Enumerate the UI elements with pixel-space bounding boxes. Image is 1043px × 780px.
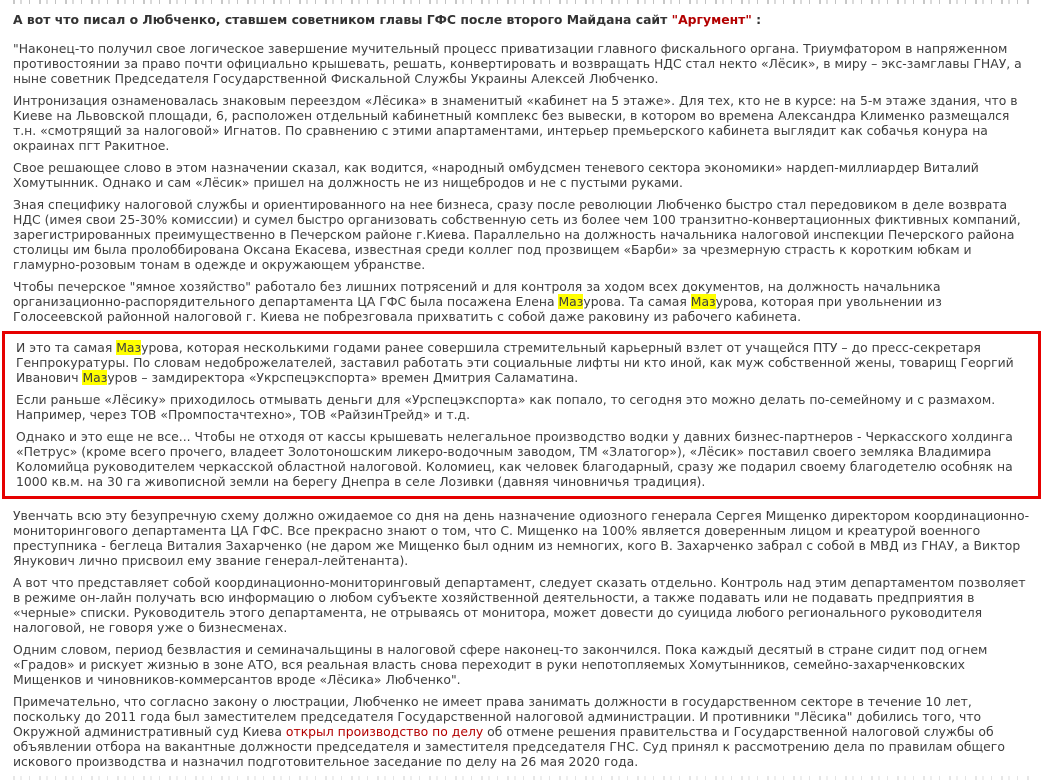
text-run: Зная специфику налоговой службы и ориентированного на нее бизнеса, сразу после революции Любченко быстро стал передовиком в деле возврата НДС (имея свои 25-30% комиссии) и сумел быстро организовать собственную сеть из более чем 100 транзитно-конвертационных фиктивных компаний, зарегистрированных преимущественно в Печерском районе г.Киева. Параллельно на должность начальника налоговой инспекции Печерского района столицы им была пролоббирована Оксана Екасева, известная среди коллег под прозвищем «Барби» за чрезмерную страсть к коротким юбкам и гламурно-розовым тонам в одежде и окружающем убранстве. [13,197,1021,272]
paragraph-conclusion [13,642,1030,687]
text-run: И это та самая [16,340,117,355]
search-highlight: Маз [82,370,108,385]
paragraph-cabinet [13,93,1030,153]
paragraph-privatization [13,41,1030,86]
text-run: Однако и это еще не все... Чтобы не отходя от кассы крышевать нелегальное производство водки у давних бизнес-партнеров - Черкасского холдинга «Петрус» (кроме всего прочего, владеет Золотоношским ликеро-водочным заводом, ТМ «Златогор»), «Лёсик» поставил своего земляка Владимира Коломийца руководителем черкасской областной налоговой. Коломиец, как человек благодарный, сразу же подарил своему благодетелю особняк на 1000 кв.м. на 30 га живописной земли на берегу Днепра в селе Лозивки (давняя чиновничья традиция). [16,429,1013,489]
paragraph-mazurova [13,279,1030,324]
text-run: уров – замдиректора «Укрспецэкспорта» времен Дмитрия Саламатина. [107,370,579,385]
red-highlight-box [2,331,1041,499]
search-highlight: Маз [558,294,584,309]
paragraphs-before-box [13,12,1030,324]
search-highlight: Маз [690,294,716,309]
text-run: А вот что писал о Любченко, ставшем советником главы ГФС после второго Майдана сайт [13,12,672,27]
text-run: урова, которая несколькими годами ранее совершила стремительный карьерный взлет от учащейся ПТУ – до пресс-секретаря Генпрокуратуры. По словам недоброжелателей, заставил работать эти социальные лифты ни кто иной, как муж собственной жены, товарищ Георгий Иванович [16,340,1014,385]
paragraph-laundering [16,392,1027,422]
intro-header [13,12,1030,27]
paragraph-vodka [16,429,1027,489]
text-run: А вот что представляет собой координационно-мониторинговый департамент, следует сказать отдельно. Контроль над этим департаментом позволяет в режиме он-лайн получать всю информацию о любом субъекте хозяйственной деятельности, а также подавать или не подавать предприятия в «черные» списки. Руководитель этого департамента, не отрываясь от монитора, может довести до суицида любого регионального руководителя налоговой, не говоря уже о бизнесменах. [13,575,1026,635]
text-run: урова. Та самая [583,294,691,309]
clipped-text-top [13,0,1030,4]
red-text-link[interactable]: открыл производство по делу [285,724,484,739]
red-text-link[interactable]: "Аргумент" [671,12,752,27]
text-run: : [751,12,762,27]
paragraph-vat-network [13,197,1030,272]
text-run: Примечательно, что согласно закону о люстрации, Любченко не имеет права занимать должности в государственном секторе в течение 10 лет, поскольку до 2011 года был заместителем председателя Государственной налоговой администрации. И противники "Лёсика" добились того, что Окружной административный суд Киева [13,694,982,739]
paragraph-khomutynnik [13,160,1030,190]
paragraph-mishchenko [13,508,1030,568]
text-run: Увенчать всю эту безупречную схему должно ожидаемое со дня на день назначение одиозного генерала Сергея Мищенко директором координационно-мониторингового департамента ЦА ГФС. Все прекрасно знают о том, что С. Мищенко на 100% является доверенным лицом и креатурой военного преступника - беглеца Виталия Захарченко (не даром же Мищенко был одним из немногих, кого В. Захарченко забрал с собой в МВД из ГНАУ, а Виктор Янукович лично присвоил ему звание генерал-лейтенанта). [13,508,1030,568]
text-run: урова, которая при увольнении из Голосеевской районной налоговой г. Киева не побрезговала прихватить с собой даже раковину из рабочего кабинета. [13,294,942,324]
text-run: Интронизация ознаменовалась знаковым переездом «Лёсика» в знаменитый «кабинет на 5 этаже». Для тех, кто не в курсе: на 5-м этаже здания, что в Киеве на Львовской площади, 6, расположен отдельный кабинетный комплекс без вывески, в котором во времена Александра Клименко размещался т.н. «смотрящий за налоговой» Игнатов. По сравнению с этими апартаментами, интерьер премьерского кабинета выглядит как собачья конура на окраинах пгт Ракитное. [13,93,1018,153]
text-run: Чтобы печерское "ямное хозяйство" работало без лишних потрясений и для контроля за ходом всех документов, на должность начальника организационно-распорядительного департамента ЦА ГФС была посажена Елена [13,279,941,309]
text-run: об отмене решения правительства и Государственной налоговой службы об объявлении отбора на вакантные должности председателя и заместителя председателя ГНС. Суд принял к рассмотрению дела по правилам общего искового производства и назначил подготовительное заседание по делу на 26 мая 2020 года. [13,724,1005,769]
text-run: Если раньше «Лёсику» приходилось отмывать деньги для «Урспецэкспорта» как попало, то сегодня это можно делать по-семейному и с размахом. Например, через ТОВ «Промпостачтехно», ТОВ «РайзинТрейд» и т.д. [16,392,996,422]
clipped-text-bottom [13,776,1030,780]
paragraph-lustration [13,694,1030,769]
text-run: Одним словом, период безвластия и семиначальщины в налоговой сфере наконец-то закончился. Пока каждый десятый в стране сидит под огнем «Градов» и рискует жизнью в зоне АТО, вся реальная власть снова переходит в руки непотопляемых Хомутынников, семейно-захарченковских Мищенков и чиновников-коммерсантов вроде «Лёсика» Любченко". [13,642,988,687]
paragraph-mazurov-career [16,340,1027,385]
paragraph-monitoring-department [13,575,1030,635]
text-run: "Наконец-то получил свое логическое завершение мучительный процесс приватизации главного фискального органа. Триумфатором в напряженном противостоянии за право почти официально крышевать, решать, конвертировать и возвращать НДС стал некто «Лёсик», в миру – экс-замглавы ГНАУ, а ныне советник Председателя Государственной Фискальной Службы Украины Алексей Любченко. [13,41,1022,86]
text-run: Свое решающее слово в этом назначении сказал, как водится, «народный омбудсмен теневого сектора экономики» нардеп-миллиардер Виталий Хомутынник. Однако и сам «Лёсик» пришел на должность не из нищебродов и не с пустыми руками. [13,160,979,190]
search-highlight: Маз [116,340,142,355]
paragraphs-after-box [13,508,1030,769]
